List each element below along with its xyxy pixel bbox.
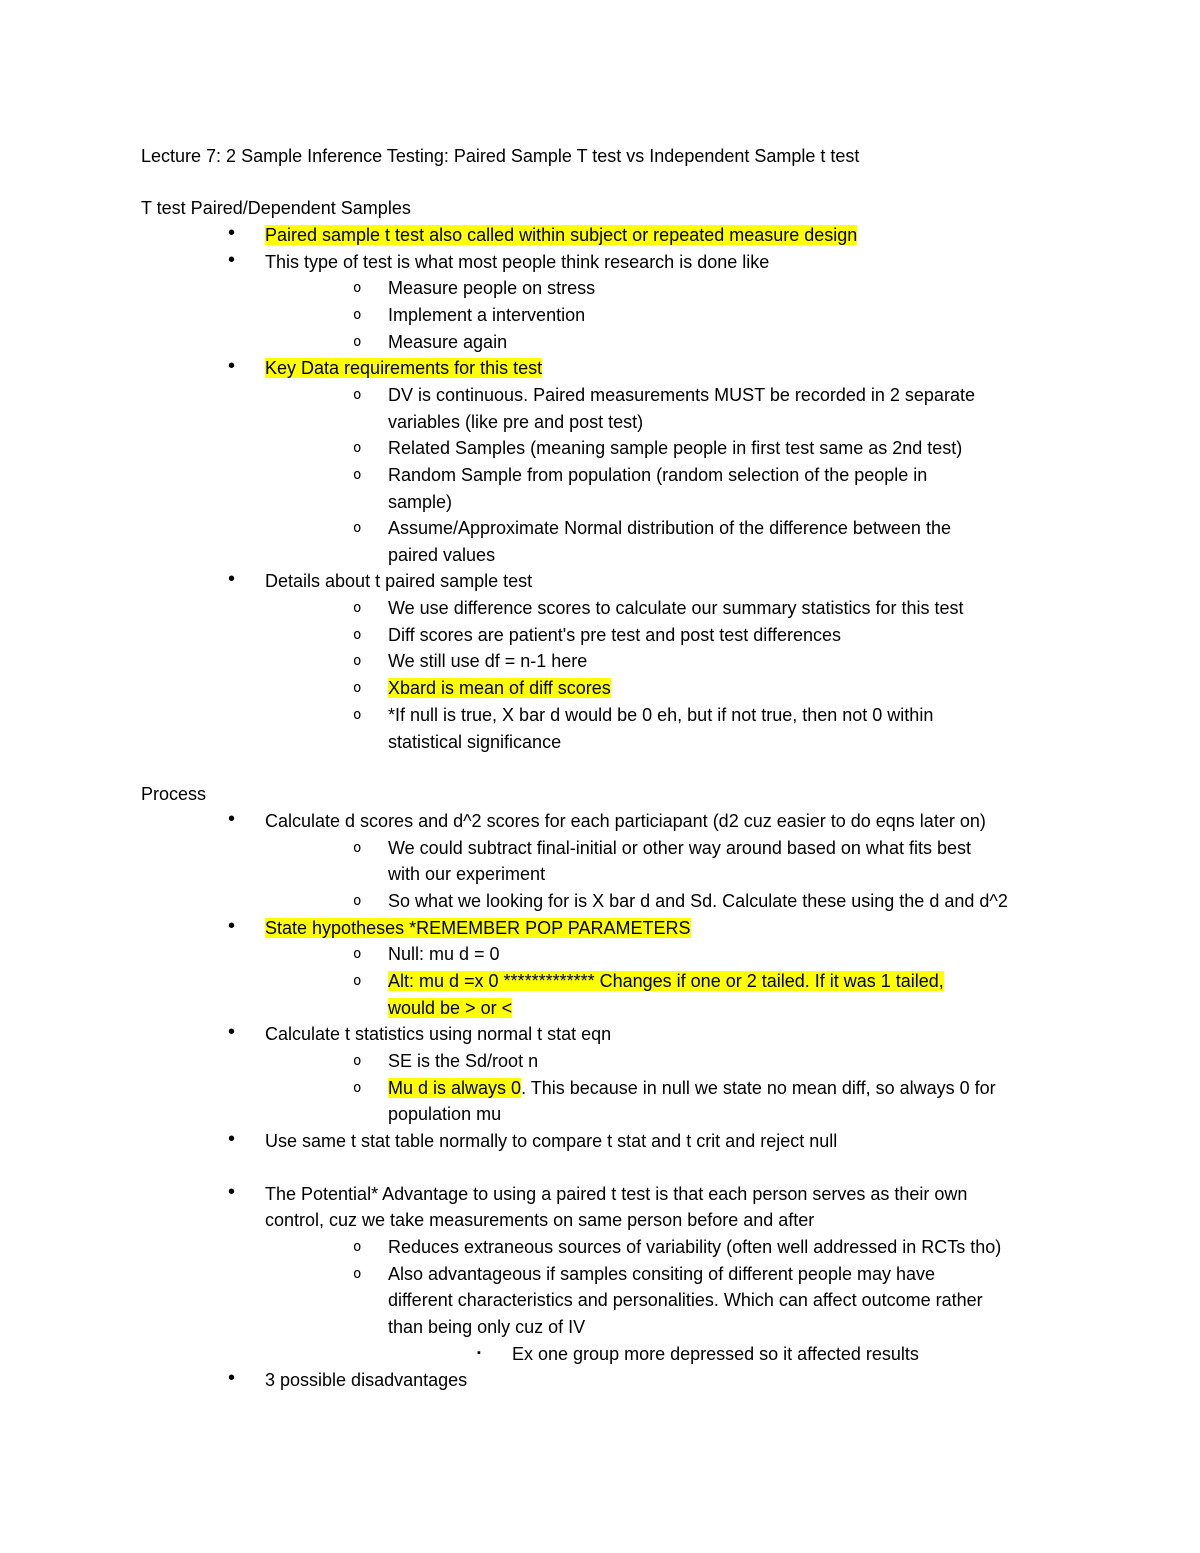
sub-bullet-text: *If null is true, X bar d would be 0 eh, but if not true, then not 0 within	[388, 705, 934, 725]
sub-bullet-icon: o	[353, 1239, 362, 1255]
sub-bullet-icon: o	[353, 387, 362, 403]
sub-bullet-text: sample)	[388, 492, 453, 512]
sub-bullet-icon: o	[353, 840, 362, 856]
bullet-icon: •	[228, 1021, 236, 1043]
sub-bullet-text: would be > or <	[388, 998, 513, 1018]
sub-bullet-icon: o	[353, 1053, 362, 1069]
bullet-text: The Potential* Advantage to using a paired t test is that each person serves as their own	[265, 1184, 968, 1204]
sub-bullet-text: population mu	[388, 1104, 502, 1124]
sub-bullet-text: So what we looking for is X bar d and Sd. Calculate these using the d and d^2	[388, 891, 1008, 911]
sub-bullet-text: Related Samples (meaning sample people in first test same as 2nd test)	[388, 438, 963, 458]
sub-bullet-icon: o	[353, 280, 362, 296]
bullet-icon: •	[228, 915, 236, 937]
sub-bullet-text: different characteristics and personalities. Which can affect outcome rather	[388, 1290, 983, 1310]
sub-bullet-text: Implement a intervention	[388, 305, 586, 325]
bullet-icon: •	[228, 1128, 236, 1150]
bullet-icon: •	[228, 355, 236, 377]
sub-bullet-icon: o	[353, 946, 362, 962]
sub-bullet-text: statistical significance	[388, 732, 562, 752]
highlighted-phrase: Mu d is always 0	[388, 1078, 522, 1098]
bullet-text: Use same t stat table normally to compare t stat and t crit and reject null	[265, 1131, 838, 1151]
sub-bullet-text: Null: mu d = 0	[388, 944, 500, 964]
bullet-text: Calculate d scores and d^2 scores for each particiapant (d2 cuz easier to do eqns later on)	[265, 811, 986, 831]
sub-bullet-icon: o	[353, 893, 362, 909]
bullet-text: control, cuz we take measurements on same person before and after	[265, 1210, 815, 1230]
bullet-text: Paired sample t test also called within subject or repeated measure design	[265, 225, 858, 245]
bullet-text: Details about t paired sample test	[265, 571, 533, 591]
sub-bullet-icon: o	[353, 600, 362, 616]
sub-bullet-icon: o	[353, 334, 362, 350]
sub-bullet-text: Diff scores are patient's pre test and post test differences	[388, 625, 842, 645]
sub-bullet-text: Assume/Approximate Normal distribution of the difference between the	[388, 518, 951, 538]
sub-bullet-text: Alt: mu d =x 0 ************* Changes if one or 2 tailed. If it was 1 tailed,	[388, 971, 944, 991]
sub-bullet-text: Measure again	[388, 332, 508, 352]
sub-bullet-text: SE is the Sd/root n	[388, 1051, 539, 1071]
sub-bullet-text: Measure people on stress	[388, 278, 596, 298]
sub-bullet-icon: o	[353, 707, 362, 723]
bullet-icon: •	[228, 808, 236, 830]
sub-bullet-icon: o	[353, 680, 362, 696]
sub-bullet-icon: o	[353, 307, 362, 323]
bullet-icon: •	[228, 1367, 236, 1389]
bullet-text: State hypotheses *REMEMBER POP PARAMETERS	[265, 918, 691, 938]
bullet-text: This type of test is what most people think research is done like	[265, 252, 770, 272]
bullet-text: Key Data requirements for this test	[265, 358, 543, 378]
document-title: Lecture 7: 2 Sample Inference Testing: Paired Sample T test vs Independent Sample t test	[141, 146, 860, 166]
sub-bullet-icon: o	[353, 467, 362, 483]
square-bullet-icon: ▪	[477, 1347, 481, 1359]
sub-bullet-text: DV is continuous. Paired measurements MUST be recorded in 2 separate	[388, 385, 975, 405]
section-heading-process: Process	[141, 784, 207, 804]
bullet-icon: •	[228, 222, 236, 244]
bullet-icon: •	[228, 249, 236, 271]
sub-bullet-text: Also advantageous if samples consiting of different people may have	[388, 1264, 936, 1284]
sub-bullet-icon: o	[353, 627, 362, 643]
sub-bullet-text: We use difference scores to calculate our summary statistics for this test	[388, 598, 964, 618]
sub-bullet-icon: o	[353, 520, 362, 536]
section-heading-paired: T test Paired/Dependent Samples	[141, 198, 411, 218]
sub-bullet-icon: o	[353, 653, 362, 669]
bullet-icon: •	[228, 568, 236, 590]
sub-bullet-text: variables (like pre and post test)	[388, 412, 644, 432]
square-bullet-text: Ex one group more depressed so it affected results	[512, 1344, 919, 1364]
sub-bullet-icon: o	[353, 1080, 362, 1096]
sub-bullet-text: We could subtract final-initial or other way around based on what fits best	[388, 838, 971, 858]
sub-bullet-text: Xbard is mean of diff scores	[388, 678, 611, 698]
sub-bullet-text: than being only cuz of IV	[388, 1317, 586, 1337]
sub-bullet-text: Reduces extraneous sources of variability (often well addressed in RCTs tho)	[388, 1237, 1002, 1257]
bullet-icon: •	[228, 1181, 236, 1203]
sub-bullet-text: with our experiment	[388, 864, 546, 884]
sub-bullet-text: paired values	[388, 545, 496, 565]
sub-bullet-text: Random Sample from population (random selection of the people in	[388, 465, 928, 485]
sub-bullet-icon: o	[353, 973, 362, 989]
phrase-continuation: . This because in null we state no mean diff, so always 0 for	[521, 1078, 996, 1098]
sub-bullet-text	[388, 1076, 996, 1100]
bullet-text: Calculate t statistics using normal t stat eqn	[265, 1024, 612, 1044]
bullet-text: 3 possible disadvantages	[265, 1370, 468, 1390]
sub-bullet-icon: o	[353, 440, 362, 456]
sub-bullet-icon: o	[353, 1266, 362, 1282]
sub-bullet-text: We still use df = n-1 here	[388, 651, 588, 671]
